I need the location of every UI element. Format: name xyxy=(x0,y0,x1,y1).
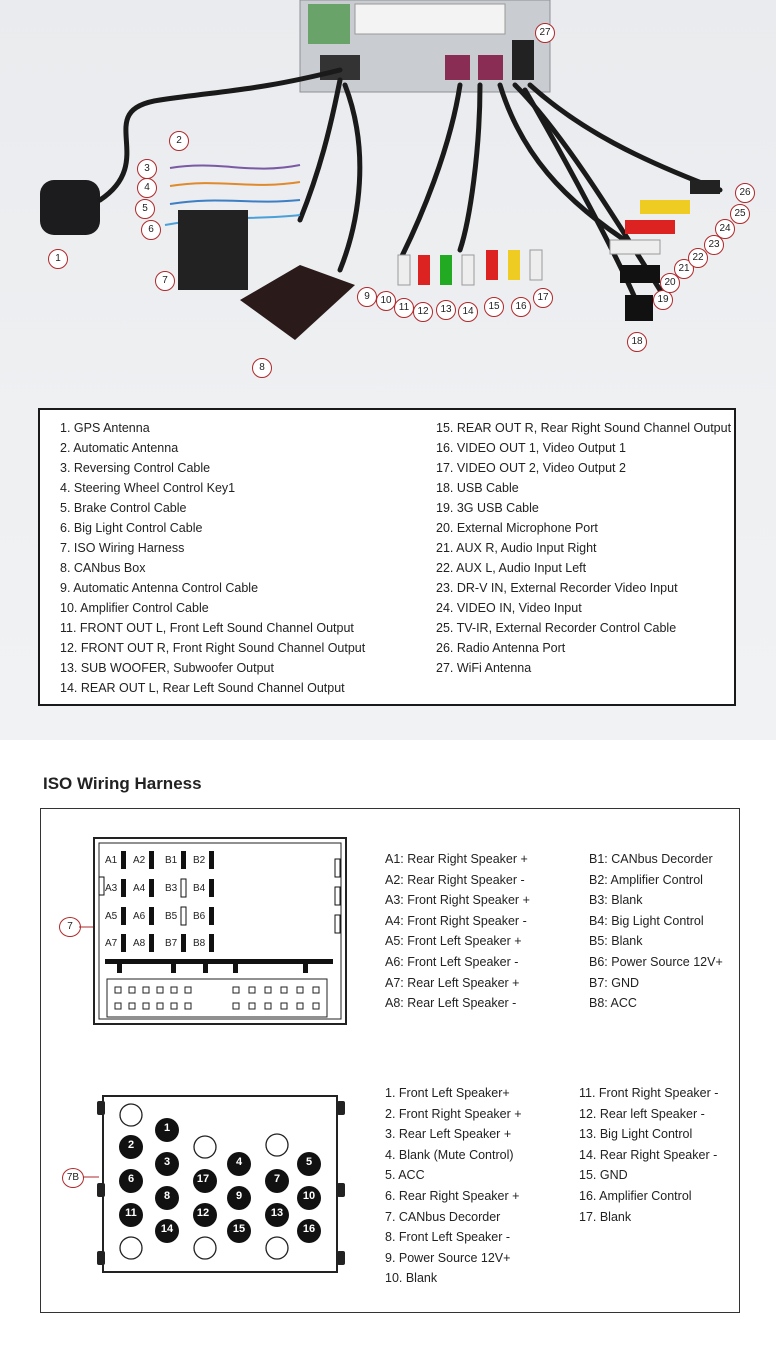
legend-item: 20. External Microphone Port xyxy=(436,521,598,535)
pin-description: 17. Blank xyxy=(579,1209,632,1224)
callout-20: 20 xyxy=(660,273,680,293)
head-unit-port-a xyxy=(320,55,360,80)
pin-label: A2 xyxy=(133,855,146,866)
b-pin-number: 12 xyxy=(196,1207,210,1219)
head-unit-sticker xyxy=(355,4,505,34)
gps-antenna xyxy=(40,180,100,235)
legend-item: 12. FRONT OUT R, Front Right Sound Channel Output xyxy=(60,641,366,655)
pin-description: 2. Front Right Speaker + xyxy=(385,1106,522,1121)
pin-description: B6: Power Source 12V+ xyxy=(589,954,723,969)
callout-24: 24 xyxy=(715,219,735,239)
legend-item: 19. 3G USB Cable xyxy=(436,501,539,515)
legend-item: 16. VIDEO OUT 1, Video Output 1 xyxy=(436,441,626,455)
callout-15: 15 xyxy=(484,297,504,317)
head-unit-port-c xyxy=(478,55,503,80)
pin-description: 6. Rear Right Speaker + xyxy=(385,1188,520,1203)
pin-description: B3: Blank xyxy=(589,893,643,908)
callout-21: 21 xyxy=(674,259,694,279)
callout-13: 13 xyxy=(436,300,456,320)
pin-label: A3 xyxy=(105,883,118,894)
callout-9: 9 xyxy=(357,287,377,307)
legend-item: 4. Steering Wheel Control Key1 xyxy=(60,481,236,495)
pin-description: A8: Rear Left Speaker - xyxy=(385,996,517,1011)
b-pin-number: 9 xyxy=(235,1190,243,1202)
legend-item: 11. FRONT OUT L, Front Left Sound Channel Output xyxy=(60,621,354,635)
connector-a-diagram xyxy=(93,837,349,1027)
b-pin-list xyxy=(589,849,723,1014)
pin-description: 4. Blank (Mute Control) xyxy=(385,1147,514,1162)
pin-description: A6: Front Left Speaker - xyxy=(385,954,519,969)
canbus-box xyxy=(240,265,355,340)
pin-description: 16. Amplifier Control xyxy=(579,1188,692,1203)
pin-label: B4 xyxy=(193,883,206,894)
b-connector-list-right xyxy=(579,1083,718,1227)
pin-label: A4 xyxy=(133,883,146,894)
pin-label: B7 xyxy=(165,938,178,949)
legend-item: 9. Automatic Antenna Control Cable xyxy=(60,581,259,595)
callout-10: 10 xyxy=(376,291,396,311)
legend-item: 22. AUX L, Audio Input Left xyxy=(436,561,587,575)
pin-description: 7. CANbus Decorder xyxy=(385,1209,501,1224)
pin-description: 3. Rear Left Speaker + xyxy=(385,1127,512,1142)
b-pin-number: 2 xyxy=(127,1139,135,1151)
b-pin-number: 6 xyxy=(127,1173,135,1185)
legend-item: 21. AUX R, Audio Input Right xyxy=(436,541,597,555)
legend-item: 14. REAR OUT L, Rear Left Sound Channel Output xyxy=(60,681,345,695)
b-pin-number: 7 xyxy=(273,1173,281,1185)
callout-23: 23 xyxy=(704,235,724,255)
b-pin-number: 3 xyxy=(163,1156,171,1168)
legend-item: 25. TV-IR, External Recorder Control Cable xyxy=(436,621,677,635)
pin-description: A7: Rear Left Speaker + xyxy=(385,975,520,990)
pin-description: B5: Blank xyxy=(589,934,643,949)
pin-description: 8. Front Left Speaker - xyxy=(385,1230,511,1245)
callout-25: 25 xyxy=(730,204,750,224)
callout-18: 18 xyxy=(627,332,647,352)
legend-item: 3. Reversing Control Cable xyxy=(60,461,211,475)
b-connector-list-left xyxy=(385,1083,522,1289)
b-pin-number: 17 xyxy=(196,1173,210,1185)
pin-label: A5 xyxy=(105,911,118,922)
callout-4: 4 xyxy=(137,178,157,198)
callout-14: 14 xyxy=(458,302,478,322)
pin-description: 14. Rear Right Speaker - xyxy=(579,1147,718,1162)
legend-item: 23. DR-V IN, External Recorder Video Input xyxy=(436,581,678,595)
pin-label: A6 xyxy=(133,911,146,922)
b-pin-number: 14 xyxy=(160,1223,174,1235)
pin-description: 10. Blank xyxy=(385,1271,438,1286)
pin-label: B2 xyxy=(193,855,206,866)
legend-item: 7. ISO Wiring Harness xyxy=(60,541,185,555)
iso-plug xyxy=(178,210,248,290)
pin-label: A1 xyxy=(105,855,118,866)
legend-item: 26. Radio Antenna Port xyxy=(436,641,566,655)
pin-description: B8: ACC xyxy=(589,996,637,1011)
pin-description: B2: Amplifier Control xyxy=(589,872,703,887)
callout-2: 2 xyxy=(169,131,189,151)
legend-item: 18. USB Cable xyxy=(436,481,519,495)
legend-item: 1. GPS Antenna xyxy=(60,421,150,435)
a-pin-list xyxy=(385,849,530,1014)
callout-1: 1 xyxy=(48,249,68,269)
pin-description: 11. Front Right Speaker - xyxy=(579,1086,719,1100)
connector-a-tag: 7 xyxy=(59,917,81,937)
pin-description: 9. Power Source 12V+ xyxy=(385,1250,511,1265)
callout-22: 22 xyxy=(688,248,708,268)
callout-5: 5 xyxy=(135,199,155,219)
callout-11: 11 xyxy=(394,298,414,318)
callout-7: 7 xyxy=(155,271,175,291)
b-pin-number: 15 xyxy=(232,1223,246,1235)
callout-6: 6 xyxy=(141,220,161,240)
pin-label: A7 xyxy=(105,938,118,949)
pin-label: B1 xyxy=(165,855,178,866)
b-pin-number: 13 xyxy=(270,1207,284,1219)
wiring-illustration xyxy=(0,0,776,400)
legend-item: 8. CANbus Box xyxy=(60,561,146,575)
legend-item: 17. VIDEO OUT 2, Video Output 2 xyxy=(436,461,626,475)
b-pin-number: 11 xyxy=(125,1207,137,1219)
iso-harness-box xyxy=(40,808,740,1313)
pin-description: B4: Big Light Control xyxy=(589,913,704,928)
legend-item: 24. VIDEO IN, Video Input xyxy=(436,601,582,615)
pin-label: B6 xyxy=(193,911,206,922)
legend-column-right xyxy=(436,418,731,678)
legend-item: 6. Big Light Control Cable xyxy=(60,521,203,535)
legend-item: 15. REAR OUT R, Rear Right Sound Channel Output xyxy=(436,421,732,435)
b-pin-number: 8 xyxy=(163,1190,171,1202)
callout-26: 26 xyxy=(735,183,755,203)
pin-description: B7: GND xyxy=(589,975,640,990)
pin-description: 13. Big Light Control xyxy=(579,1127,693,1142)
callout-17: 17 xyxy=(533,288,553,308)
pin-description: A4: Front Right Speaker - xyxy=(385,913,527,928)
b-pin-number: 4 xyxy=(235,1156,243,1168)
b-pin-number: 1 xyxy=(163,1122,171,1134)
pin-description: 1. Front Left Speaker+ xyxy=(385,1086,510,1100)
pin-description: B1: CANbus Decorder xyxy=(589,852,713,866)
callout-27: 27 xyxy=(535,23,555,43)
pin-description: 15. GND xyxy=(579,1168,628,1183)
legend-column-left xyxy=(60,418,365,698)
legend-item: 13. SUB WOOFER, Subwoofer Output xyxy=(60,661,274,675)
b-pin-number: 10 xyxy=(302,1190,316,1202)
pin-description: 12. Rear left Speaker - xyxy=(579,1106,705,1121)
callout-3: 3 xyxy=(137,159,157,179)
pin-description: A5: Front Left Speaker + xyxy=(385,934,522,949)
head-unit-port-b xyxy=(445,55,470,80)
pin-description: A2: Rear Right Speaker - xyxy=(385,872,525,887)
pin-label: A8 xyxy=(133,938,146,949)
pin-description: A1: Rear Right Speaker + xyxy=(385,852,528,866)
legend-item: 5. Brake Control Cable xyxy=(60,501,187,515)
callout-12: 12 xyxy=(413,302,433,322)
pin-label: B3 xyxy=(165,883,178,894)
pin-description: A3: Front Right Speaker + xyxy=(385,893,530,908)
b-pin-number: 5 xyxy=(305,1156,313,1168)
callout-8: 8 xyxy=(252,358,272,378)
pin-label: B5 xyxy=(165,911,178,922)
pin-description: 5. ACC xyxy=(385,1168,425,1183)
iso-section-title: ISO Wiring Harness xyxy=(43,774,202,793)
cable-legend xyxy=(38,408,736,706)
legend-item: 27. WiFi Antenna xyxy=(436,661,532,675)
callout-16: 16 xyxy=(511,297,531,317)
legend-item: 10. Amplifier Control Cable xyxy=(60,601,209,615)
wifi-antenna-stub xyxy=(512,40,534,80)
b-pin-number: 16 xyxy=(302,1223,316,1235)
pin-label: B8 xyxy=(193,938,206,949)
callout-19: 19 xyxy=(653,290,673,310)
legend-item: 2. Automatic Antenna xyxy=(60,441,179,455)
head-unit-label xyxy=(308,4,350,44)
connector-b-tag: 7B xyxy=(62,1168,84,1188)
